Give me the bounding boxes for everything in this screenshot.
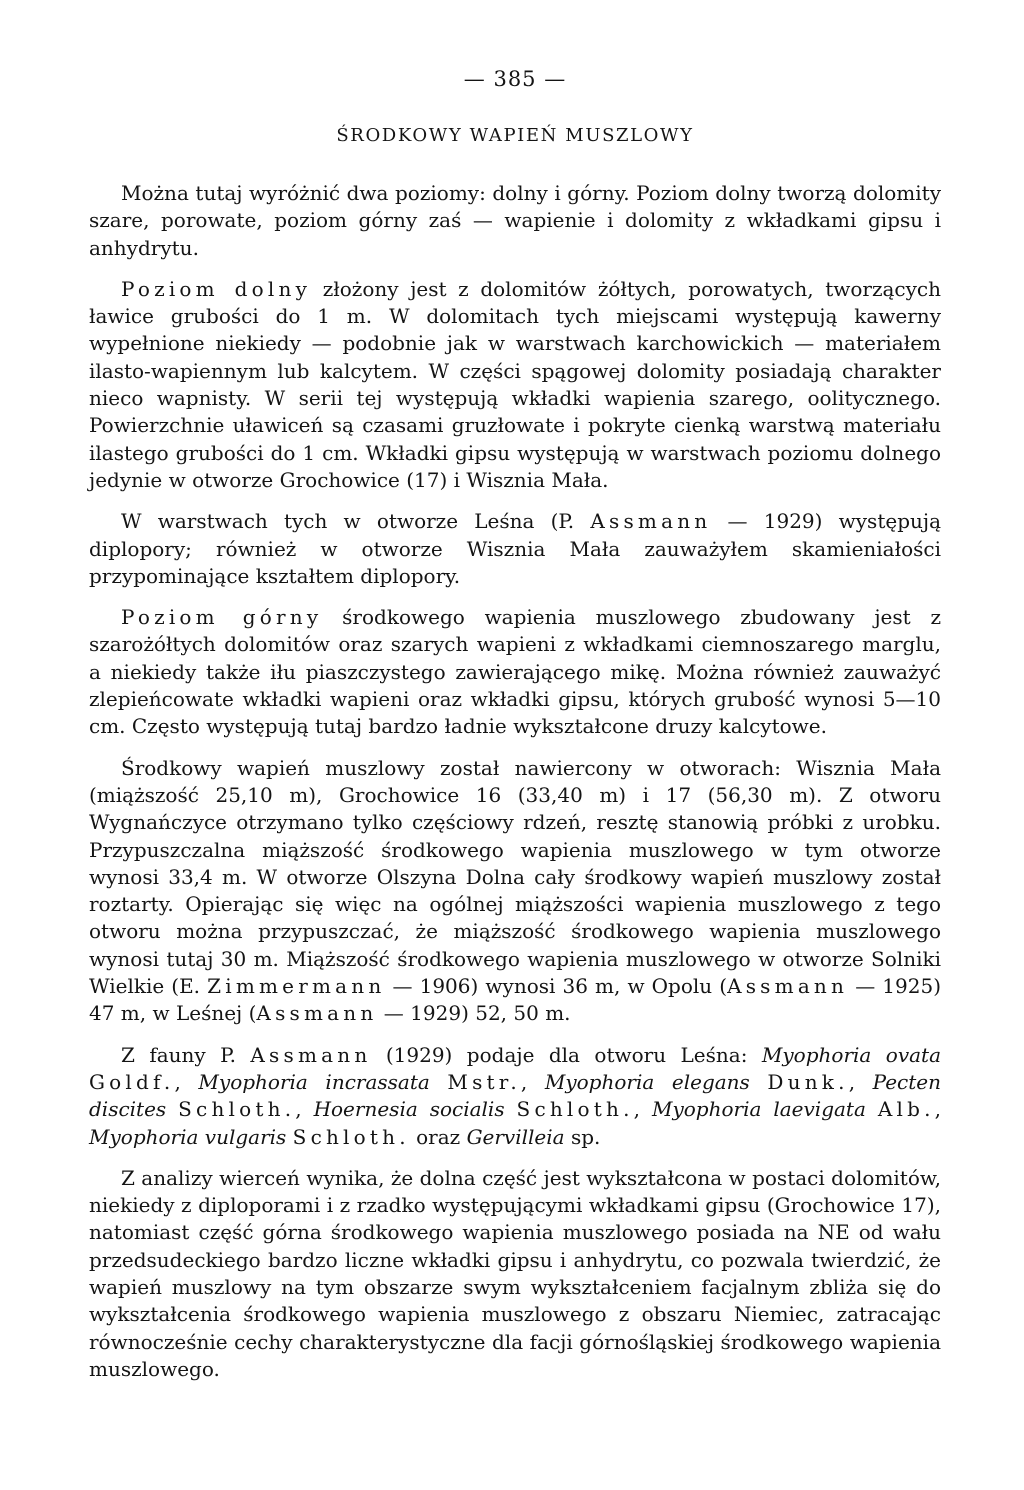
paragraph-text — [505, 1097, 517, 1121]
paragraph-text: (1929) podaje dla otworu Leśna: — [371, 1042, 762, 1067]
paragraph-upper-level — [89, 604, 941, 740]
author-name: Dunk. — [767, 1069, 849, 1094]
species-name: Myophoria elegans — [544, 1069, 750, 1094]
paragraph-text: Z analizy wierceń wynika, że dolna część jest wykształcona w postaci dolomitów, niekiedy z diploporami i z rzadko występującymi wkładkami gipsu (Grochowice 17), natomiast część górna środkowego wapienia muszlowego posiada na NE od wału przedsudeckiego bardzo liczne wkładki gipsu i anhydrytu, co pozwala twierdzić, że wapień muszlowy na tym obszarze swym wykształceniem facjalnym zbliża się do wykształcenia środkowego wapienia muszlowego z obszaru Niemiec, zatracając równocześnie cechy charakterystyczne dla facji górnośląskiej środkowego wapienia muszlowego. — [89, 1165, 941, 1381]
paragraph-text: , — [174, 1069, 199, 1094]
paragraph-text — [430, 1070, 448, 1094]
species-name: Pecten discites — [89, 1069, 941, 1122]
paragraph-text: , — [520, 1069, 545, 1094]
paragraph-diplopora — [89, 508, 941, 590]
author-name: Schloth. — [178, 1097, 296, 1122]
paragraph-text: — 1929) występują diplopory; również w otworze Wisznia Mała zauważyłem skamieniałości przypominające kształtem diplopory. — [89, 509, 941, 588]
author-name: Goldf. — [89, 1069, 175, 1094]
species-name: Gervilleia — [466, 1124, 565, 1149]
paragraph-text: , — [633, 1097, 652, 1122]
page-number: — 385 — — [463, 67, 567, 91]
paragraph-text: oraz — [409, 1124, 467, 1149]
paragraph-lower-level — [89, 276, 941, 494]
paragraph-text: , — [848, 1069, 873, 1094]
paragraph-text: Środkowy wapień muszlowy został nawiercony w otworach: Wisznia Mała (miąższość 25,10 m), Grochowice 16 (33,40 m) i 17 (56,30 m). Z otworu Wygnańczyce otrzymano tylko częściowy rdzeń, resztę stanowią próbki z urobku. Przypuszczalna miąższość środkowego wapienia muszlowego w tym otworze wynosi 33,4 m. W otworze Olszyna Dolna cały środkowy wapień muszlowy został roztarty. Opierając się więc na ogólnej miąższości wapienia muszlowego z tego otworu można przypuszczać, że miąższość środkowego wapienia muszlowego wynosi tutaj 30 m. Miąższość środkowego wapienia muszlowego w otworze Solniki Wielkie (E. — [89, 755, 941, 999]
author-name: Assmann — [250, 1042, 372, 1067]
paragraph-intro — [89, 180, 941, 262]
author-name: Alb. — [877, 1097, 935, 1122]
author-name: Schloth. — [516, 1097, 634, 1122]
paragraph-text: , — [934, 1097, 942, 1122]
paragraph-text: — 1925) 47 m, w Leśnej ( — [89, 974, 941, 1026]
paragraph-text: , — [295, 1097, 314, 1122]
paragraph-text: środkowego wapienia muszlowego zbudowany jest z szarożółtych dolomitów oraz szarych wapieni z wkładkami ciemnoszarego marglu, a niekiedy także iłu piaszczystego zawierającego mikę. Można również zauważyć zlepieńcowate wkładki wapieni oraz wkładki gipsu, których grubość wynosi 5—10 cm. Często występują tutaj bardzo ładnie wykształcone druzy kalcytowe. — [89, 605, 941, 739]
species-name: Myophoria vulgaris — [89, 1124, 287, 1149]
author-name: Schloth. — [292, 1124, 410, 1149]
document-page — [89, 62, 941, 1397]
paragraph-text: złożony jest z dolomitów żółtych, porowatych, tworzących ławice grubości do 1 m. W dolomitach tych miejscami występują kawerny wypełnione niekiedy — podobnie jak w warstwach karchowickich — materiałem ilasto-wapiennym lub kalcytem. W części spągowej dolomity posiadają charakter nieco wapnisty. W serii tej występują wkładki wapienia szarego, oolitycznego. Powierzchnie uławiceń są czasami gruzłowate i pokryte cienką warstwą materiału ilastego grubości do 1 cm. Wkładki gipsu występują w warstwach poziomu dolnego jedynie w otworze Grochowice (17) i Wisznia Mała. — [89, 276, 941, 492]
spaced-heading-upper-level: Poziom górny — [121, 605, 323, 630]
author-name: Assmann — [256, 1001, 378, 1026]
paragraph-thickness — [89, 755, 941, 1028]
species-name: Hoernesia socialis — [313, 1097, 505, 1122]
paragraph-text: Można tutaj wyróżnić dwa poziomy: dolny i górny. Poziom dolny tworzą dolomity szare, porowate, poziom górny zaś — wapienie i dolomity z wkładkami gipsu i anhydrytu. — [89, 181, 941, 260]
paragraph-text: sp. — [564, 1124, 601, 1149]
author-name: Assmann — [590, 509, 712, 534]
paragraph-fauna — [89, 1042, 941, 1151]
author-name: Assmann — [727, 974, 849, 999]
species-name: Myophoria incrassata — [198, 1069, 430, 1094]
paragraph-text — [866, 1097, 878, 1121]
paragraph-text: — 1906) wynosi 36 m, w Opolu ( — [385, 974, 728, 999]
paragraph-text: Z fauny P. — [121, 1042, 251, 1067]
paragraph-text: W warstwach tych w otworze Leśna (P. — [121, 509, 591, 534]
author-name: Mstr. — [447, 1069, 521, 1094]
paragraph-analysis — [89, 1165, 941, 1383]
species-name: Myophoria ovata — [761, 1042, 941, 1067]
paragraph-text — [750, 1070, 768, 1094]
species-name: Myophoria laevigata — [651, 1097, 866, 1122]
section-title: ŚRODKOWY WAPIEŃ MUSZLOWY — [336, 125, 694, 146]
author-name: Zimmermann — [207, 974, 386, 999]
paragraph-text — [166, 1097, 178, 1121]
spaced-heading-lower-level: Poziom dolny — [121, 276, 312, 301]
paragraph-text: — 1929) 52, 50 m. — [377, 1001, 571, 1026]
